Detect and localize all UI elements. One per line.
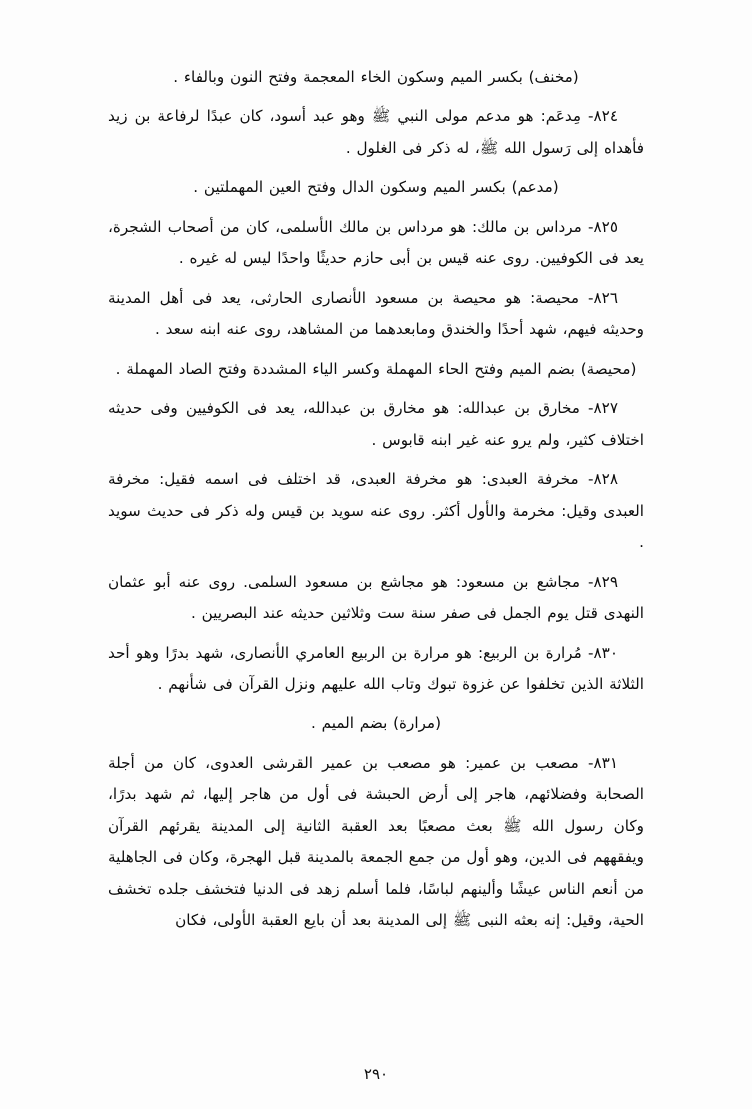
paragraph-entry-824: ٨٢٤- مِدعَم: هو مدعم مولى النبي ﷺ وهو عبد أسود، كان عبدًا لرفاعة بن زيد فأهداه إلى رَسول الله ﷺ، له ذكر فى الغلول . <box>108 107 644 157</box>
paragraph-entry-828: ٨٢٨- مخرفة العبدى: هو مخرفة العبدى، قد اختلف فى اسمه فقيل: مخرفة العبدى وقيل: مخرمة والأول أكثر. روى عنه سويد بن قيس وله ذكر فى حديث سويد . <box>108 470 644 552</box>
paragraph-entry-830: ٨٣٠- مُرارة بن الربيع: هو مرارة بن الربيع العامري الأنصارى، شهد بدرًا وهو أحد الثلاثة الذين تخلفوا عن غزوة تبوك وتاب الله عليهم ونزل القرآن فى شأنهم . <box>108 643 644 693</box>
paragraph-entry-825: ٨٢٥- مرداس بن مالك: هو مرداس بن مالك الأسلمى، كان من أصحاب الشجرة، يعد فى الكوفيين. روى عنه قيس بن أبى حازم حديثًا واحدًا ليس له غيره . <box>108 217 644 268</box>
paragraph-entry-831: ٨٣١- مصعب بن عمير: هو مصعب بن عمير القرشى العدوى، كان من أجلة الصحابة وفضلائهم، هاجر إلى أرض الحبشة فى أول من هاجر إليها، ثم شهد بدرًا، وكان رسول الله ﷺ بعث مصعبًا بعد العقبة الثانية إلى المدينة يقرئهم القرآن ويفقههم فى الدين، وهو أول من جمع الجمعة بالمدينة قبل الهجرة، وكان فى الجاهلية من أنعم الناس عيشًا وألينهم لباسًا، فلما أسلم زهد فى الدنيا فتخشف جلده تخشف الحية، وقيل: إنه بعثه النبى ﷺ إلى المدينة بعد أن بايع العقبة الأولى، فكان <box>108 753 644 930</box>
paragraph-note-murara: (مرارة) بضم الميم . <box>310 714 441 733</box>
paragraph-entry-826: ٨٢٦- محيصة: هو محيصة بن مسعود الأنصارى الحارثى، يعد فى أهل المدينة وحديثه فيهم، شهد أحدًا والخندق ومابعدهما من المشاهد، روى عنه ابنه سعد . <box>108 288 644 339</box>
paragraph-note-mukhannaf: (مخنف) بكسر الميم وسكون الخاء المعجمة وفتح النون وبالفاء . <box>173 68 579 86</box>
page-number: ٢٩٠ <box>363 1065 389 1083</box>
paragraph-entry-827: ٨٢٧- مخارق بن عبدالله: هو مخارق بن عبدالله، يعد فى الكوفيين وفى حديثه اختلاف كثير، ولم يرو عنه غير ابنه قابوس . <box>108 399 644 449</box>
paragraph-note-midam: (مدعم) بكسر الميم وسكون الدال وفتح العين المهملتين . <box>193 178 559 197</box>
paragraph-note-muhayyisa: (محيصة) بضم الميم وفتح الحاء المهملة وكسر الياء المشددة وفتح الصاد المهملة . <box>115 359 637 378</box>
page-text-body <box>108 62 644 943</box>
paragraph-entry-829: ٨٢٩- مجاشع بن مسعود: هو مجاشع بن مسعود السلمى. روى عنه أبو عثمان النهدى قتل يوم الجمل فى صفر سنة ست وثلاثين حديثه عند البصريين . <box>108 572 644 623</box>
